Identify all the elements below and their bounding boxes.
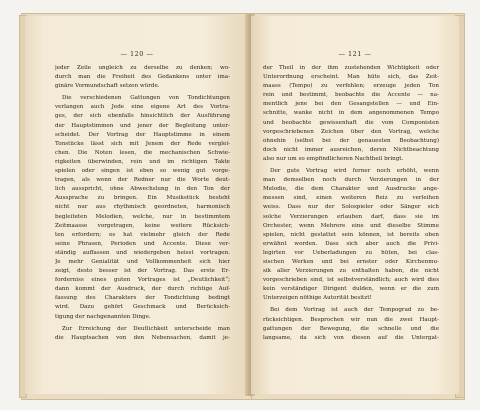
text-line: forderniss eines guten Vortrages ist „Deutlichkeit“; bbox=[55, 277, 230, 284]
text-line: chen. Die Noten lesen, die mechanischen Schwie- bbox=[55, 149, 230, 156]
text-line: begleiteten Melodien, welche, nur in bestimmtem bbox=[55, 213, 230, 220]
text-line: spielen, nicht gestattet sein können, ist bereits oben bbox=[263, 231, 439, 238]
text-line: spielen oder singen ist eben so wenig gut vorge- bbox=[55, 168, 230, 175]
text-line: sik aller Verzierungen zu enthalten haben, die nicht bbox=[263, 268, 439, 275]
text-line: fassung des Charakters der Tondichtung bedingt bbox=[55, 295, 230, 302]
text-line: Unterzeigen nöthige Autorität besitzt! bbox=[263, 295, 372, 302]
text-line: ginäre Vormundschaft setzen würde. bbox=[55, 83, 160, 90]
text-line: weiss. Dass nur der Solospieler oder Sänger sich bbox=[263, 204, 439, 211]
text-line: der Theil in der ihm zustehenden Wichtigkeit oder bbox=[263, 65, 439, 71]
text-line: vorgeschrieben sind, ist selbstverständlich; auch wird dies bbox=[263, 277, 439, 284]
text-line: rücksichtigen. Besprochen wir nun die zwei Haupt- bbox=[263, 316, 439, 323]
text-line: rigkeiten überwinden, rein und im richtigen Takte bbox=[55, 158, 230, 165]
text-line: nicht nur aus rhythmisch geordneten, harmonisch bbox=[55, 204, 230, 211]
text-line: Aussprache zu bringen. Ein Musikstück besteht bbox=[55, 195, 230, 202]
text-line: ständig auffassen und wiedergeben heisst vortragen. bbox=[55, 249, 230, 256]
text-line: kein verständiger Dirigent dulden, wenn er die zum bbox=[263, 286, 439, 293]
text-line: doch nicht immer ausreichen, deren Nichtbeachtung bbox=[263, 146, 439, 153]
text-line: Orchester, wenn Mehrere eine und dieselbe Stimme bbox=[263, 222, 439, 229]
text-line: mentlich jene bei den Gesangstellen — und Ein- bbox=[263, 101, 439, 108]
left-page bbox=[25, 16, 249, 394]
text-line: Je mehr Genialität und Vollkommenheit sich hier bbox=[55, 258, 230, 265]
right-page-text bbox=[263, 64, 439, 343]
text-line: durch man die Freiheit des Gedankens unter ima- bbox=[55, 74, 230, 81]
left-page-number: — 120 — bbox=[120, 50, 154, 58]
text-line: scheidet. Der Vortrag der Hauptstimme in einem bbox=[55, 131, 230, 138]
text-line: ten erfordern; es hat vielmehr gleich der Rede bbox=[55, 231, 230, 238]
text-line: ges, der sich ebenfalls hinsichtlich der Ausführung bbox=[55, 113, 230, 120]
text-line: erwähnt worden. Dass sich aber auch die Privi- bbox=[263, 240, 439, 247]
text-line: Zur Erreichung der Deutlichkeit unterscheide man bbox=[62, 325, 230, 332]
text-line: legirten vor Ueberladungen zu hüten, bei clas- bbox=[263, 249, 439, 256]
text-line: langsame, da sich von diesen auf die Untergat- bbox=[263, 334, 439, 341]
text-line: vorgeschriebenen Zeichen über den Vortrag, welche bbox=[263, 128, 439, 135]
text-line: jeder Zeile ungleich zu derselbe zu denken; wo- bbox=[55, 65, 230, 71]
text-line: gattungen der Bewegung, die schnelle und die bbox=[263, 325, 439, 332]
text-line: und beobachte gewissenhaft die vom Componisten bbox=[263, 119, 439, 126]
text-line: messen sind, einen weiteren Reiz zu verleihen bbox=[263, 195, 439, 202]
open-book bbox=[19, 12, 463, 400]
text-line: Melodie, die dem Charakter und Ausdrucke ange- bbox=[263, 186, 439, 193]
text-line: maass (Tempo) zu verfehlen; erzeuge jeden Ton bbox=[263, 83, 439, 90]
text-line: sischen Werken und bei ernster oder Kirchenmu- bbox=[263, 258, 439, 265]
text-line: schnitte, wanke nicht in dem angenommenen Tempo bbox=[263, 110, 439, 117]
text-line: der Hauptstimmen und jener der Begleitung unter- bbox=[55, 122, 230, 129]
text-line: Der gute Vortrag wird ferner noch erhöht, wenn bbox=[270, 168, 439, 175]
text-line: verlangen auch Jede eine eigene Art des Vortra- bbox=[55, 104, 230, 111]
text-line: dann kommt der Ausdruck, der durch richtige Auf- bbox=[55, 286, 230, 293]
text-line: tigung der nachgenannten Dinge. bbox=[55, 313, 151, 320]
text-line: die Hauptsachen von den Nebensachen, damit je- bbox=[55, 334, 230, 341]
text-line: Tonstücke lässt sich mit Jenem der Rede verglei- bbox=[55, 140, 230, 147]
text-line: ohnehin (selbst bei der genauesten Beobachtung) bbox=[263, 137, 439, 144]
text-line: zeigt, desto besser ist der Vortrag. Das erste Er- bbox=[55, 268, 230, 275]
text-line: seine Phrasen, Perioden und Accente. Diese ver- bbox=[55, 240, 230, 247]
text-line: Die verschiedenen Gattungen von Tondichtungen bbox=[62, 95, 230, 102]
text-line: Zeitmaasse vorgetragen, keine weitere Rücksich- bbox=[55, 222, 230, 229]
text-line: Unterordnung erscheint. Man hüte sich, das Zeit- bbox=[263, 74, 439, 81]
text-line: solche Verzierungen erlauben darf, dass sie im bbox=[263, 213, 439, 220]
text-line: Bei dem Vortrag ist auch der Tempograd zu be- bbox=[270, 307, 439, 314]
left-page-text bbox=[55, 64, 230, 343]
text-line: man demselben noch durch Verzierungen in der bbox=[263, 177, 439, 184]
text-line: rein und bestimmt, beobachte die Accente — na- bbox=[263, 92, 439, 99]
right-page bbox=[251, 16, 459, 394]
text-line: wird. Dazu gehört Geschmack und Berücksich- bbox=[55, 304, 230, 311]
text-line: lich ausspricht, ohne Abwechslung in den Ton der bbox=[55, 186, 230, 193]
text-line: also nur um so empfindlicheren Nachtheil bringt. bbox=[263, 155, 404, 162]
right-page-number: — 121 — bbox=[338, 50, 372, 58]
text-line: tragen, als wenn der Redner nur die Worte deut- bbox=[55, 177, 230, 184]
